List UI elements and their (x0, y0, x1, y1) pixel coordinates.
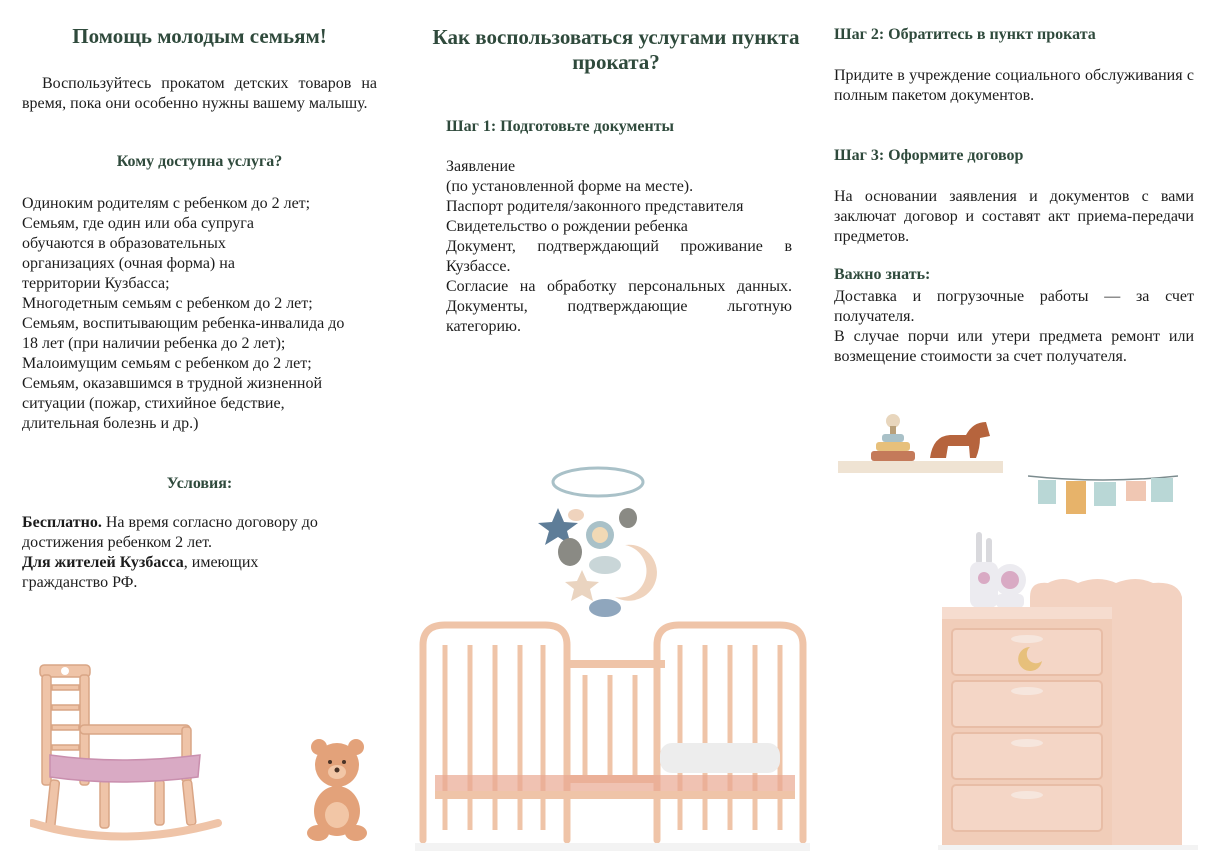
step2-heading: Шаг 2: Обратитесь в пункт проката (834, 26, 1096, 43)
step3-text: На основании заявления и документов с вами заключат договор и составят акт приема-передачи предметов. (834, 188, 1194, 245)
important-item: В случае порчи или утери предмета ремонт или возмещение стоимости за счет получателя. (834, 328, 1194, 365)
middle-title: Как воспользоваться услугами пункта проката? (432, 25, 800, 74)
toy-shelf-illustration (838, 408, 1003, 476)
step3-heading: Шаг 3: Оформите договор (834, 147, 1024, 164)
star-icon (565, 570, 599, 601)
dresser-illustration (938, 575, 1198, 850)
conditions-text (22, 513, 367, 593)
important-list (834, 287, 1194, 367)
doc-item: Заявление (446, 158, 516, 175)
step1-heading: Шаг 1: Подготовьте документы (446, 118, 675, 135)
free-label: Бесплатно. (22, 514, 102, 531)
who-item: Семьям, оказавшимся в трудной жизненной ситуации (пожар, стихийное бедствие, длительная болезнь и др.) (22, 375, 323, 432)
pillow (660, 743, 780, 773)
cushion (50, 755, 200, 782)
doc-item: (по установленной форме на месте). (446, 178, 694, 195)
step2-text: Придите в учреждение социального обслуживания с полным пакетом документов. (834, 67, 1194, 104)
who-item: Многодетным семьям с ребенком до 2 лет; (22, 295, 313, 312)
who-item: Семьям, где один или оба супруга обучаются в образовательных организациях (очная форма) на территории Кузбасса; (22, 215, 254, 292)
intro-text: Воспользуйтесь прокатом детских товаров на время, пока они особенно нужны вашему малышу. (22, 75, 377, 112)
baby-mobile-illustration (530, 460, 660, 625)
residents-text: , имеющих гражданство РФ. (22, 554, 259, 591)
who-item: Малоимущим семьям с ребенком до 2 лет; (22, 355, 312, 372)
free-text: На время согласно договору до достижения ребенком 2 лет. (22, 514, 318, 551)
doc-item: Свидетельство о рождении ребенка (446, 218, 688, 235)
step1-list (446, 157, 792, 337)
doc-item: Паспорт родителя/законного представителя (446, 198, 744, 215)
residents-label: Для жителей Кузбасса (22, 554, 184, 571)
who-list (22, 194, 374, 434)
who-item: Семьям, воспитывающим ребенка-инвалида до 18 лет (при наличии ребенка до 2 лет); (22, 315, 345, 352)
crib-illustration (415, 615, 810, 855)
conditions-heading: Условия: (166, 475, 233, 492)
toy-horse-icon (930, 422, 990, 458)
teddy-bear-illustration (305, 735, 370, 845)
important-item: Доставка и погрузочные работы — за счет получателя. (834, 288, 1194, 325)
who-heading: Кому доступна услуга? (116, 153, 283, 170)
clothesline-illustration (1028, 470, 1178, 518)
important-heading: Важно знать: (834, 266, 931, 283)
doc-item: Согласие на обработку персональных данных. Документы, подтверждающие льготную категорию. (446, 278, 792, 335)
who-item: Одиноким родителям с ребенком до 2 лет; (22, 195, 311, 212)
doc-item: Документ, подтверждающий проживание в Кузбассе. (446, 238, 792, 275)
rocking-chair-illustration (30, 655, 230, 850)
left-title: Помощь молодым семьям! (72, 24, 327, 48)
moon-icon (615, 545, 657, 601)
